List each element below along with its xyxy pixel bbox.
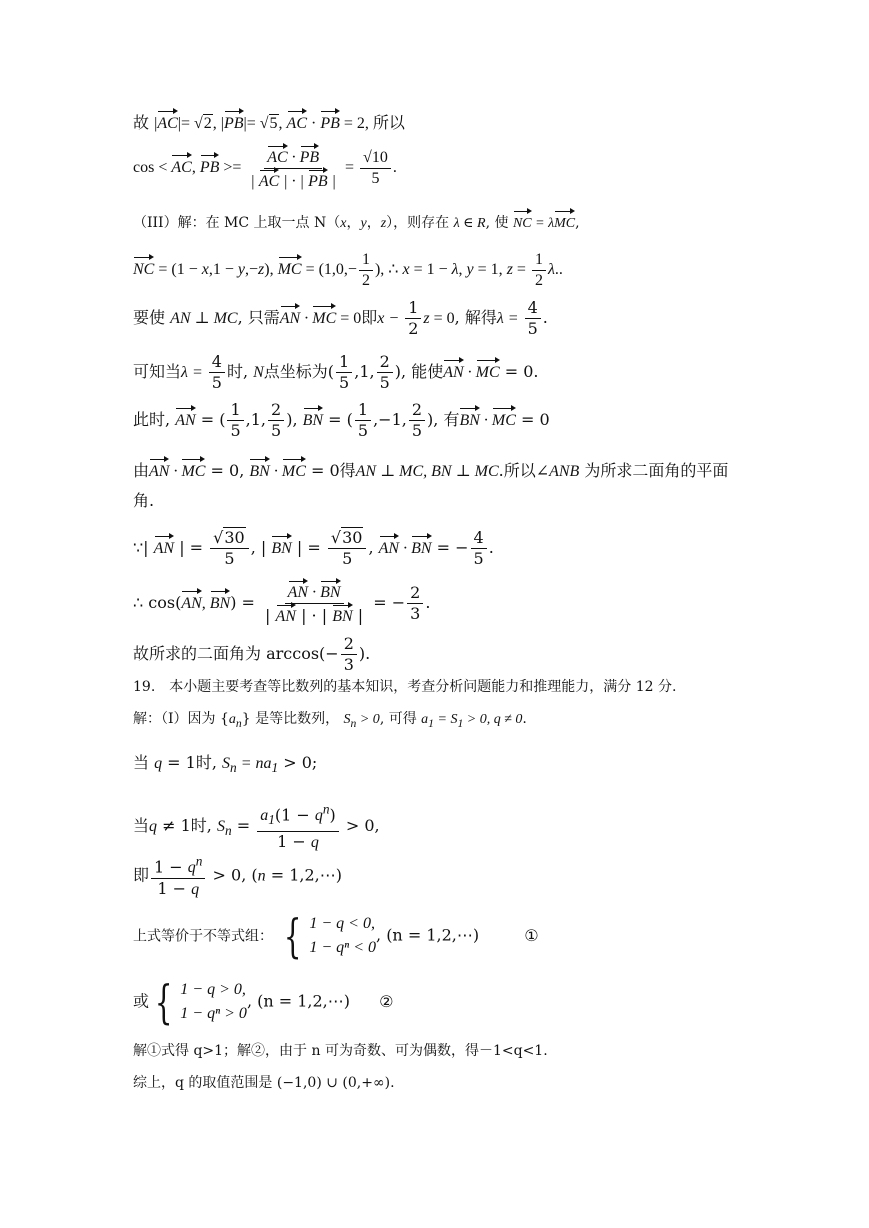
system2-tail: , (n = 1,2,⋯) — [246, 991, 351, 1011]
system1-row1: 1 − q < 0, — [309, 915, 375, 932]
text-line-11: ∴ cos(AN, BN) = $\frac{AN \cdot BN}{| AN | \cdot | BN |}$ = − $\frac{2}{3}$ . — [133, 580, 430, 627]
text-line-16: 当q ≠ 1时, $S_n$ = $\frac{a_1(1 - q^n)}{1 - q}$ > 0, — [133, 802, 380, 851]
text-line-3: （III）解：在 MC 上取一点 N（x，y，z），则存在 λ ∈ R, 使 NC = λMC, — [133, 210, 580, 235]
system2-row2: 1 − qⁿ > 0 — [180, 1005, 247, 1022]
text-line-15: 当 q = 1时, $S_n = na_1 > 0$; — [133, 753, 318, 776]
circled-1: ① — [524, 925, 539, 945]
text-line-5: 要使 AN ⊥ MC, 只需AN · MC = 0即x − $\frac{1}{2}$ z = 0, 解得λ = $\frac{4}{5}$ . — [133, 298, 548, 338]
text-line-6: 可知当λ = $\frac{4}{5}$ 时, N点坐标为( $\frac{1}{5}$ ,1, $\frac{2}{5}$ ), 能使AN · MC = 0. — [133, 352, 539, 392]
circled-2: ② — [379, 991, 394, 1011]
system-label-1: 上式等价于不等式组： — [133, 928, 273, 945]
system2-row1: 1 − q > 0, — [180, 981, 246, 998]
text-line-14: 解：（I）因为 $\{a_n\}$ 是等比数列， $S_n > 0$, 可得 $a_1 = S_1 > 0$, q ≠ 0. — [133, 711, 527, 730]
system1-row2: 1 − qⁿ < 0 — [309, 939, 377, 956]
text-line-4: NC = (1 − x,1 − y,−z), MC = (1,0,− $\frac{1}{2}$ ), ∴ x = 1 − λ, y = 1, z = $\frac{1}{2}$ λ.. — [133, 251, 563, 289]
text-line-8: 由AN · MC = 0, BN · MC = 0得AN ⊥ MC, BN ⊥ MC.所以∠ANB 为所求二面角的平面 — [133, 458, 728, 483]
text-line-12: 故所求的二面角为 arccos(− $\frac{2}{3}$ ). — [133, 634, 371, 674]
text-line-18: 上式等价于不等式组： { 1 − q < 0, 1 − qⁿ < 0 , (n = 1,2,⋯) ① — [133, 909, 539, 963]
text-line-19: 或 { 1 − q > 0, 1 − qⁿ > 0 , (n = 1,2,⋯) ② — [133, 975, 394, 1029]
text-line-10: ∵| AN | = $\frac{√30}{5}$ , | BN | = $\frac{√30}{5}$ , AN · BN = − $\frac{4}{5}$ . — [133, 528, 494, 568]
text-line-17: 即 $\frac{1 - q^n}{1 - q}$ > 0, (n = 1,2,⋯) — [133, 854, 342, 899]
text-line-7: 此时, AN = ( $\frac{1}{5}$ ,1, $\frac{2}{5}$ ), BN = ( $\frac{1}{5}$ ,−1, $\frac{2}{5}$ ), 有BN · MC = 0 — [133, 400, 550, 440]
cos-result-num: √10 — [360, 148, 391, 169]
line1-prefix: 故 — [133, 113, 150, 132]
text-line-20: 解①式得 q>1；解②，由于 n 可为奇数、可为偶数，得－1<q<1. — [133, 1043, 548, 1059]
cos-result-den: 5 — [371, 170, 380, 187]
text-line-1: 故 |AC|= √2, |PB|= √5, AC · PB = 2, 所以 — [133, 110, 405, 135]
text-line-13: 19. 本小题主要考查等比数列的基本知识，考查分析问题能力和推理能力，满分 12 分. — [133, 679, 677, 695]
text-line-2: cos < AC, PB >= $\frac{AC \cdot PB}{| AC | \cdot | PB |}$ = $\frac{√10}{5}$ . — [133, 145, 397, 192]
text-line-21: 综上，q 的取值范围是 (−1,0) ∪ (0,+∞). — [133, 1075, 395, 1091]
system-label-2: 或 — [133, 991, 150, 1011]
text-line-9: 角. — [133, 491, 155, 510]
line1-suffix: 所以 — [372, 113, 405, 132]
system1-tail: , (n = 1,2,⋯) — [376, 925, 480, 945]
